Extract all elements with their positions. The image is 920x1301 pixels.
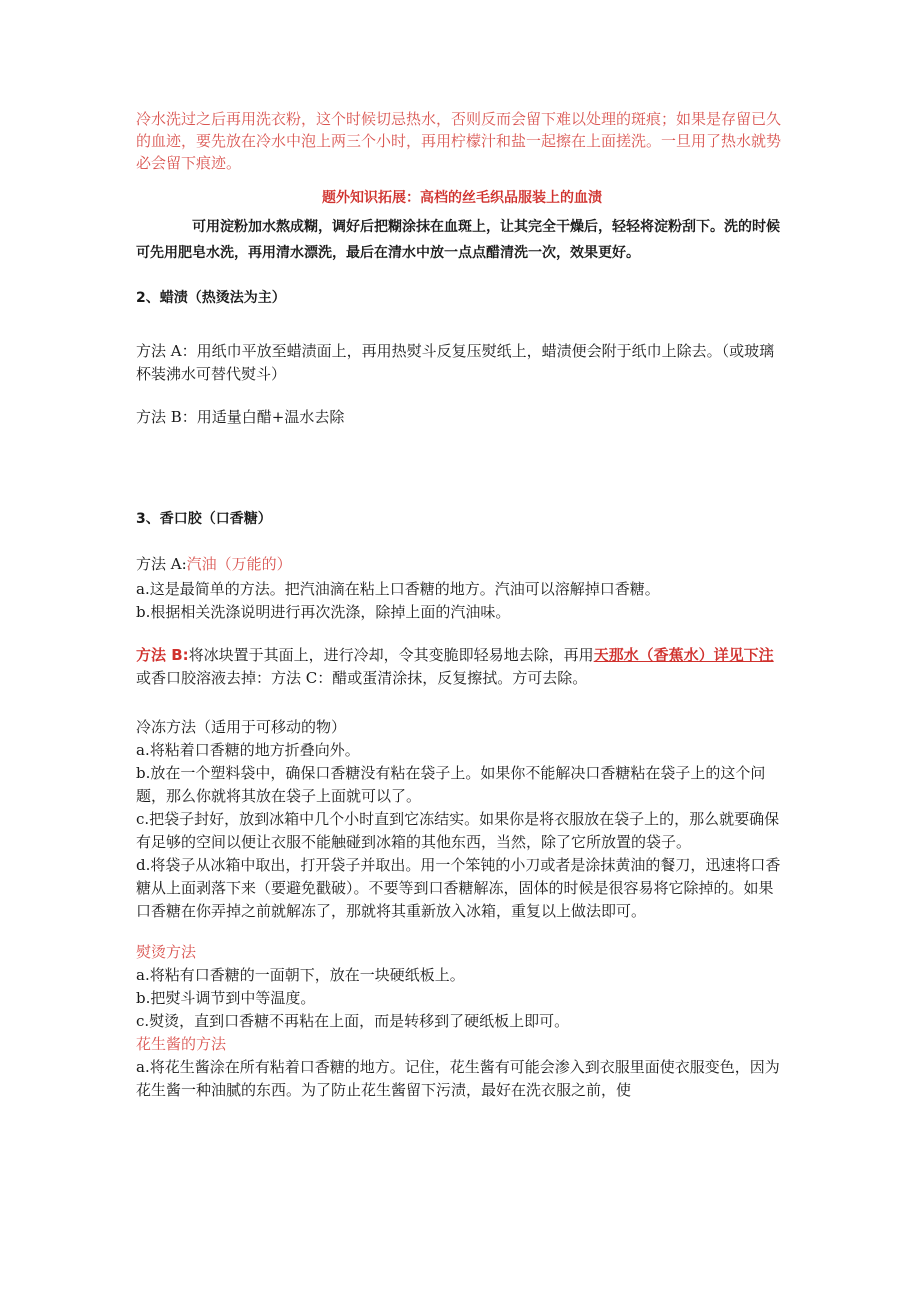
extension-title: 题外知识拓展：高档的丝毛织品服装上的血渍 [322,190,602,206]
method-b-text-2: 或香口胶溶液去掉：方法 C：醋或蛋清涂抹，反复擦拭。方可去除。 [136,669,588,687]
freeze-step-d: d.将袋子从冰箱中取出，打开袋子并取出。用一个笨钝的小刀或者是涂抹黄油的餐刀，迅速将口香糖从上面剥落下来（要避免戳破）。不要等到口香糖解冻，固体的时候是很容易将它除掉的。如果口香糖在你弄掉之前就解冻了，那就将其重新放入冰箱，重复以上做法即可。 [136,856,781,920]
method-b-label: 方法 B: [136,646,189,664]
intro-paragraph: 冷水洗过之后再用洗衣粉，这个时候切忌热水，否则反而会留下难以处理的斑痕；如果是存留已久的血迹，要先放在冷水中泡上两三个小时，再用柠檬汁和盐一起擦在上面搓洗。一旦用了热水就势必会留下痕迹。 [136,110,782,172]
document-page [136,108,788,1102]
method-a-step-b: b.根据相关洗涤说明进行再次洗涤，除掉上面的汽油味。 [136,603,511,621]
freeze-method-title: 冷冻方法（适用于可移动的物） [136,718,347,736]
section2-method-a: 方法 A：用纸巾平放至蜡渍面上，再用热熨斗反复压熨纸上，蜡渍便会附于纸巾上除去。（或玻璃杯装沸水可替代熨斗） [136,342,775,383]
section3-heading: 3、香口胶（口香糖） [136,511,272,527]
iron-step-b: b.把熨斗调节到中等温度。 [136,989,316,1007]
freeze-step-a: a.将粘着口香糖的地方折叠向外。 [136,741,360,759]
peanut-method-title: 花生酱的方法 [136,1035,227,1053]
banana-oil-note-link[interactable]: 天那水（香蕉水）详见下注 [593,646,774,664]
iron-step-c: c.熨烫，直到口香糖不再粘在上面，而是转移到了硬纸板上即可。 [136,1012,570,1030]
method-a-gasoline: 汽油（万能的） [186,555,292,573]
freeze-step-c: c.把袋子封好，放到冰箱中几个小时直到它冻结实。如果你是将衣服放在袋子上的，那么就要确保有足够的空间以便让衣服不能触碰到冰箱的其他东西，当然，除了它所放置的袋子。 [136,810,780,851]
iron-method-title: 熨烫方法 [136,943,197,961]
method-a-step-a: a.这是最简单的方法。把汽油滴在粘上口香糖的地方。汽油可以溶解掉口香糖。 [136,580,660,598]
method-b-text-1: 将冰块置于其面上，进行冷却，令其变脆即轻易地去除，再用 [188,646,594,664]
section3-method-b [136,644,788,690]
method-a-label: 方法 A: [136,555,187,573]
freeze-step-b: b.放在一个塑料袋中，确保口香糖没有粘在袋子上。如果你不能解决口香糖粘在袋子上的这个问题，那么你就将其放在袋子上面就可以了。 [136,764,766,805]
section3-method-a [136,553,788,576]
section2-method-b: 方法 B：用适量白醋+温水去除 [136,408,345,426]
extension-body: 可用淀粉加水熬成糊，调好后把糊涂抹在血斑上，让其完全干燥后，轻轻将淀粉刮下。洗的时候可先用肥皂水洗，再用清水漂洗，最后在清水中放一点点醋清洗一次，效果更好。 [136,219,780,261]
peanut-step-a: a.将花生酱涂在所有粘着口香糖的地方。记住，花生酱有可能会渗入到衣服里面使衣服变色，因为花生酱一种油腻的东西。为了防止花生酱留下污渍，最好在洗衣服之前，使 [136,1058,780,1099]
iron-step-a: a.将粘有口香糖的一面朝下，放在一块硬纸板上。 [136,966,465,984]
section2-heading: 2、蜡渍（热烫法为主） [136,290,286,306]
